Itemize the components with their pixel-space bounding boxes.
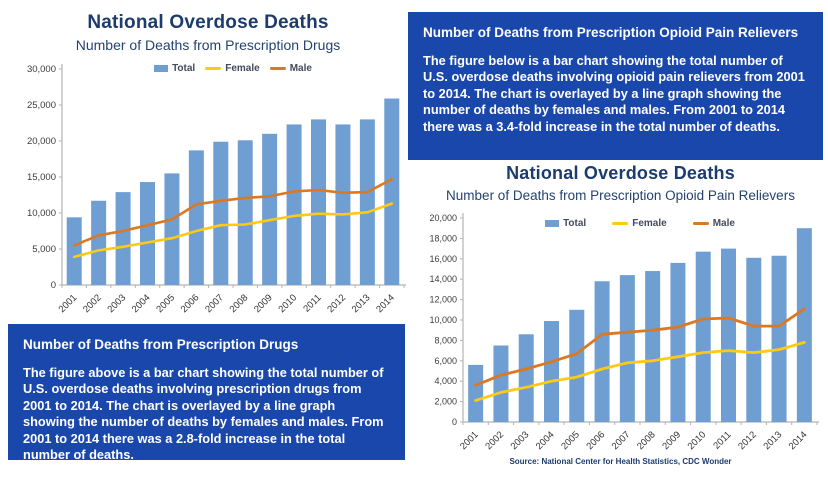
x-tick-label: 2003 — [508, 429, 532, 453]
x-tick-label: 2005 — [559, 429, 582, 453]
bar-2008 — [238, 140, 253, 285]
x-tick-label: 2010 — [685, 429, 709, 453]
chart-subtitle: Number of Deaths from Prescription Opioid Pain Relievers — [446, 188, 795, 203]
y-tick-label: 18,000 — [429, 233, 457, 244]
bar-2001 — [468, 365, 483, 422]
bar-2006 — [595, 281, 610, 422]
x-tick-label: 2013 — [349, 292, 373, 316]
x-tick-label: 2001 — [458, 429, 481, 453]
x-tick-label: 2004 — [533, 429, 557, 453]
y-tick-label: 16,000 — [429, 253, 457, 264]
info-box-prescription-drugs — [8, 324, 405, 460]
y-tick-label: 10,000 — [429, 315, 457, 325]
x-tick-label: 2004 — [129, 292, 153, 316]
y-tick-label: 2,000 — [434, 396, 457, 407]
bar-2013 — [772, 256, 787, 422]
x-tick-label: 2003 — [105, 292, 129, 316]
y-tick-label: 0 — [50, 280, 56, 291]
info-box-body: The figure above is a bar chart showing the total number of U.S. overdose deaths involving prescription drugs from 2001 to 2014. The chart is overlayed by a line graph showing the number of deaths by females and males. From 2001 to 2014 there was a 2.8-fold increase in the total number of deaths. — [23, 365, 384, 462]
legend-label: Total — [563, 218, 587, 229]
x-tick-label: 2001 — [56, 292, 80, 316]
x-tick-label: 2012 — [736, 429, 759, 453]
y-tick-label: 0 — [451, 417, 457, 427]
x-tick-label: 2009 — [252, 292, 275, 316]
bar-2014 — [797, 228, 812, 422]
x-tick-label: 2006 — [584, 429, 608, 453]
bar-2002 — [91, 201, 106, 285]
x-tick-label: 2007 — [609, 429, 633, 453]
info-box-title: Number of Deaths from Prescription Drugs — [23, 337, 299, 352]
bar-2005 — [569, 310, 584, 422]
y-tick-label: 20,000 — [429, 213, 457, 223]
x-tick-label: 2010 — [276, 292, 300, 316]
y-tick-label: 4,000 — [434, 376, 457, 387]
bar-2013 — [360, 119, 375, 285]
chart-title: National Overdose Deaths — [506, 163, 735, 183]
x-tick-label: 2014 — [786, 429, 810, 453]
bar-2004 — [140, 182, 155, 285]
y-tick-label: 6,000 — [434, 355, 457, 366]
x-tick-label: 2012 — [325, 292, 349, 316]
bar-2011 — [721, 249, 736, 422]
bar-2014 — [384, 99, 399, 285]
x-tick-label: 2008 — [635, 429, 658, 453]
bar-2009 — [262, 134, 277, 285]
legend-label: Female — [632, 218, 667, 229]
bar-2012 — [335, 124, 350, 285]
opioid-pain-relievers-chart — [413, 161, 828, 493]
y-tick-label: 12,000 — [429, 294, 457, 305]
bar-2003 — [519, 334, 534, 422]
y-tick-label: 14,000 — [429, 274, 457, 285]
x-tick-label: 2014 — [374, 292, 397, 316]
legend-label: Female — [225, 63, 260, 74]
y-tick-label: 5,000 — [32, 244, 56, 255]
y-tick-label: 10,000 — [26, 208, 56, 219]
prescription-drugs-chart — [6, 6, 410, 320]
legend-label: Total — [172, 63, 196, 74]
x-tick-label: 2011 — [711, 429, 734, 452]
y-tick-label: 25,000 — [26, 100, 56, 111]
source-note: Source: National Center for Health Statistics, CDC Wonder — [509, 457, 732, 466]
bar-2009 — [670, 263, 685, 422]
chart-title: National Overdose Deaths — [87, 12, 329, 33]
x-tick-label: 2007 — [203, 292, 226, 316]
legend-label: Male — [712, 218, 735, 229]
x-tick-label: 2002 — [81, 292, 104, 316]
y-tick-label: 8,000 — [434, 335, 457, 346]
info-box-body: The figure below is a bar chart showing the total number of U.S. overdose deaths involving opioid pain relievers from 2001 to 2014. The chart is overlayed by a line graph showing the number of deaths by females and males. From 2001 to 2014 there was a 3.4-fold increase in the total number of deaths. — [423, 53, 805, 134]
x-tick-label: 2013 — [761, 429, 785, 453]
info-box-title: Number of Deaths from Prescription Opioid Pain Relievers — [423, 25, 799, 40]
legend-label: Male — [289, 63, 312, 74]
bar-2011 — [311, 119, 326, 285]
bar-2012 — [746, 258, 761, 422]
y-tick-label: 15,000 — [26, 172, 56, 183]
bar-2007 — [620, 275, 635, 422]
bar-2001 — [67, 217, 82, 285]
bar-2002 — [493, 346, 508, 423]
bar-2010 — [696, 252, 711, 422]
x-tick-label: 2005 — [154, 292, 178, 316]
x-tick-label: 2008 — [227, 292, 251, 316]
chart-subtitle: Number of Deaths from Prescription Drugs — [75, 37, 341, 53]
prescription-drugs-plot — [6, 58, 410, 320]
bar-2003 — [116, 192, 131, 285]
info-box-opioid-pain-relievers — [408, 12, 823, 160]
bar-2008 — [645, 271, 660, 422]
bar-2010 — [287, 124, 302, 285]
x-tick-label: 2009 — [660, 429, 684, 453]
y-tick-label: 30,000 — [26, 64, 56, 75]
bar-2006 — [189, 150, 204, 285]
y-tick-label: 20,000 — [26, 136, 56, 147]
opioid-pain-relievers-plot — [413, 209, 828, 461]
bar-2007 — [213, 142, 228, 285]
bar-2005 — [164, 173, 179, 285]
bar-2004 — [544, 321, 559, 422]
x-tick-label: 2006 — [178, 292, 202, 316]
x-tick-label: 2002 — [483, 429, 507, 453]
x-tick-label: 2011 — [301, 292, 324, 315]
